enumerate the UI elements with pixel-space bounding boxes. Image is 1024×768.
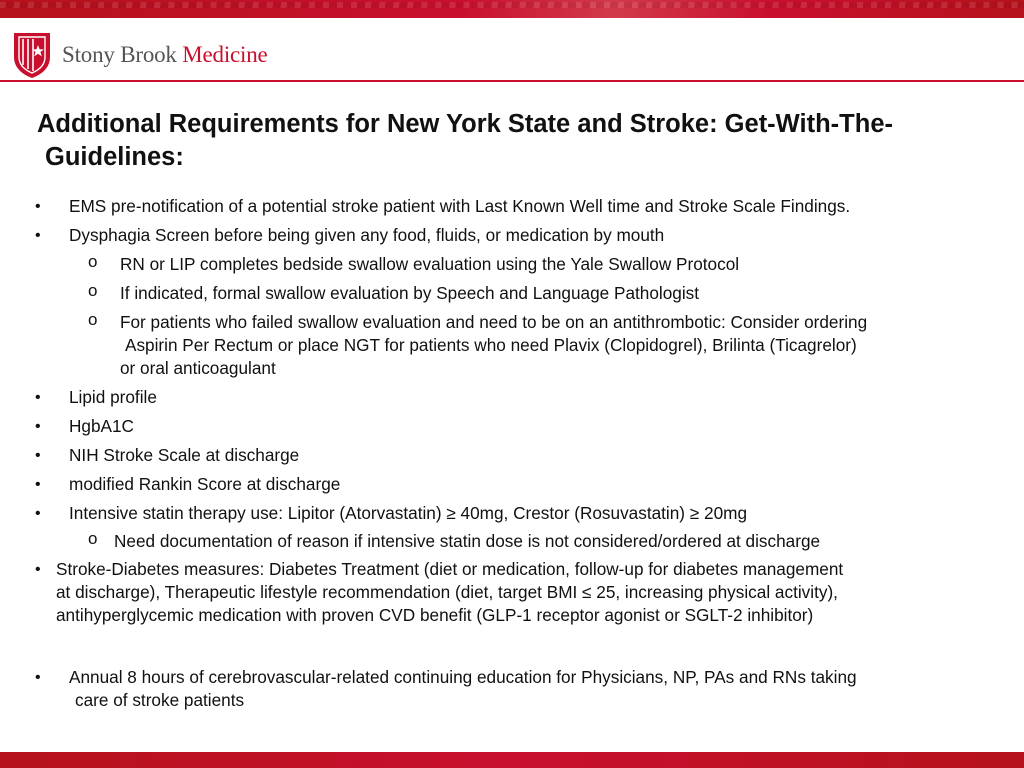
sub-list-item-text: If indicated, formal swallow evaluation by Speech and Language Pathologist bbox=[120, 283, 700, 303]
list-item-text: modified Rankin Score at discharge bbox=[69, 474, 341, 494]
list-item-text: NIH Stroke Scale at discharge bbox=[69, 445, 300, 465]
sub-list-item-text: Need documentation of reason if intensive statin dose is not considered/ordered at discharge bbox=[114, 531, 821, 551]
bullet-marker: • bbox=[35, 476, 41, 493]
logo-accent: Medicine bbox=[182, 42, 268, 67]
bullet-marker: • bbox=[35, 505, 41, 522]
list-item-text-line-2: care of stroke patients bbox=[75, 690, 245, 710]
sub-list-item-text-line-3: or oral anticoagulant bbox=[120, 358, 276, 378]
sub-bullet-marker: o bbox=[88, 310, 98, 329]
sub-bullet-marker: o bbox=[88, 529, 98, 548]
title-line-1: Additional Requirements for New York State and Stroke: Get-With-The- bbox=[37, 110, 893, 138]
sub-bullet-marker: o bbox=[88, 281, 98, 300]
sub-list-item-text-line-1: For patients who failed swallow evaluation and need to be on an antithrombotic: Consider ordering bbox=[120, 312, 868, 332]
sub-list-item-text-line-2: Aspirin Per Rectum or place NGT for patients who need Plavix (Clopidogrel), Brilinta (Ticagrelor) bbox=[125, 335, 857, 355]
list-item-text-line-3: antihyperglycemic medication with proven CVD benefit (GLP-1 receptor agonist or SGLT-2 inhibitor) bbox=[56, 605, 814, 625]
bullet-marker: • bbox=[35, 227, 41, 244]
list-item-text: EMS pre-notification of a potential stroke patient with Last Known Well time and Stroke Scale Findings. bbox=[69, 196, 851, 216]
bullet-marker: • bbox=[35, 561, 41, 578]
title-line-2: Guidelines: bbox=[45, 143, 184, 171]
bottom-accent-band bbox=[0, 752, 1024, 768]
list-item-text: Intensive statin therapy use: Lipitor (Atorvastatin) ≥ 40mg, Crestor (Rosuvastatin) ≥ 20mg bbox=[69, 503, 748, 523]
list-item-text: HgbA1C bbox=[69, 416, 134, 436]
list-item-text-line-1: Annual 8 hours of cerebrovascular-related continuing education for Physicians, NP, PAs and RNs taking bbox=[69, 667, 857, 687]
bullet-marker: • bbox=[35, 418, 41, 435]
list-item-text: Dysphagia Screen before being given any food, fluids, or medication by mouth bbox=[69, 225, 665, 245]
sub-list-item-text: RN or LIP completes bedside swallow evaluation using the Yale Swallow Protocol bbox=[120, 254, 740, 274]
bullet-marker: • bbox=[35, 669, 41, 686]
list-item-text-line-2: at discharge), Therapeutic lifestyle recommendation (diet, target BMI ≤ 25, increasing physical activity), bbox=[56, 582, 838, 602]
sub-bullet-marker: o bbox=[88, 252, 98, 271]
bullet-marker: • bbox=[35, 198, 41, 215]
logo-name: Stony Brook bbox=[62, 42, 177, 67]
bullet-marker: • bbox=[35, 447, 41, 464]
list-item-text-line-1: Stroke-Diabetes measures: Diabetes Treatment (diet or medication, follow-up for diabetes management bbox=[56, 559, 844, 579]
bullet-marker: • bbox=[35, 389, 41, 406]
list-item-text: Lipid profile bbox=[69, 387, 157, 407]
